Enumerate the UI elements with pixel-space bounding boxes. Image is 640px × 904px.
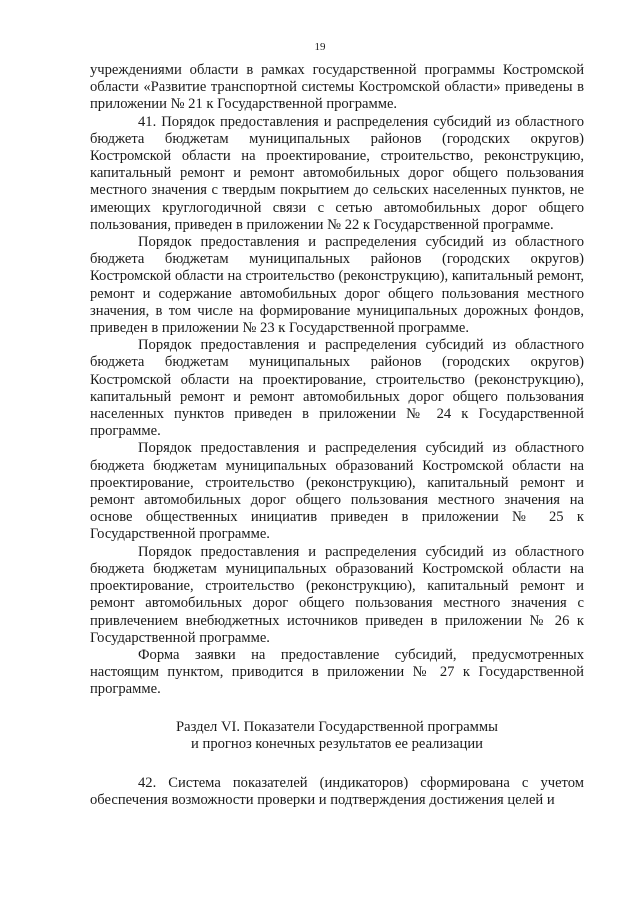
paragraph: 42. Система показателей (индикаторов) сформирована с учетом обеспечения возможности проверки и подтверждения достижения целей и: [90, 774, 584, 809]
section-heading-line: Раздел VI. Показатели Государственной программы: [176, 718, 498, 735]
section-heading: [90, 719, 584, 753]
paragraph: Порядок предоставления и распределения субсидий из областного бюджета бюджетам муниципальных образований Костромской области на проектирование, строительство (реконструкцию), капитальный ремонт и ремонт автомобильных дорог общего пользования местного значения на основе общественных инициатив приведен в приложении № 25 к Государственной программе.: [90, 440, 584, 543]
paragraph: Порядок предоставления и распределения субсидий из областного бюджета бюджетам муниципальных районов (городских округов) Костромской области на проектирование, строительство (реконструкцию), капитальный ремонт и ремонт автомобильных дорог общего пользования населенных пунктов приведен в приложении № 24 к Государственной программе.: [90, 337, 584, 440]
paragraph: Форма заявки на предоставление субсидий, предусмотренных настоящим пунктом, приводится в приложении № 27 к Государственной программе.: [90, 646, 584, 698]
paragraph: учреждениями области в рамках государственной программы Костромской области «Развитие транспортной системы Костромской области» приведены в приложении № 21 к Государственной программе.: [90, 62, 584, 113]
section-heading-line: и прогноз конечных результатов ее реализации: [191, 735, 483, 752]
document-body: [90, 62, 584, 809]
paragraph: Порядок предоставления и распределения субсидий из областного бюджета бюджетам муниципальных районов (городских округов) Костромской области на строительство (реконструкцию), капитальный ремонт, ремонт и содержание автомобильных дорог общего пользования местного значения, в том числе на формирование муниципальных дорожных фондов, приведен в приложении № 23 к Государственной программе.: [90, 234, 584, 337]
page-number: 19: [314, 41, 326, 53]
paragraph: 41. Порядок предоставления и распределения субсидий из областного бюджета бюджетам муниципальных районов (городских округов) Костромской области на проектирование, строительство, реконструкцию, капитальный ремонт и ремонт автомобильных дорог общего пользования местного значения с твердым покрытием до сельских населенных пунктов, не имеющих круглогодичной связи с сетью автомобильных дорог общего пользования, приведен в приложении № 22 к Государственной программе.: [90, 113, 584, 233]
paragraph: Порядок предоставления и распределения субсидий из областного бюджета бюджетам муниципальных образований Костромской области на проектирование, строительство (реконструкцию), капитальный ремонт и ремонт автомобильных дорог общего пользования местного значения с привлечением внебюджетных источников приведен в приложении № 26 к Государственной программе.: [90, 543, 584, 646]
